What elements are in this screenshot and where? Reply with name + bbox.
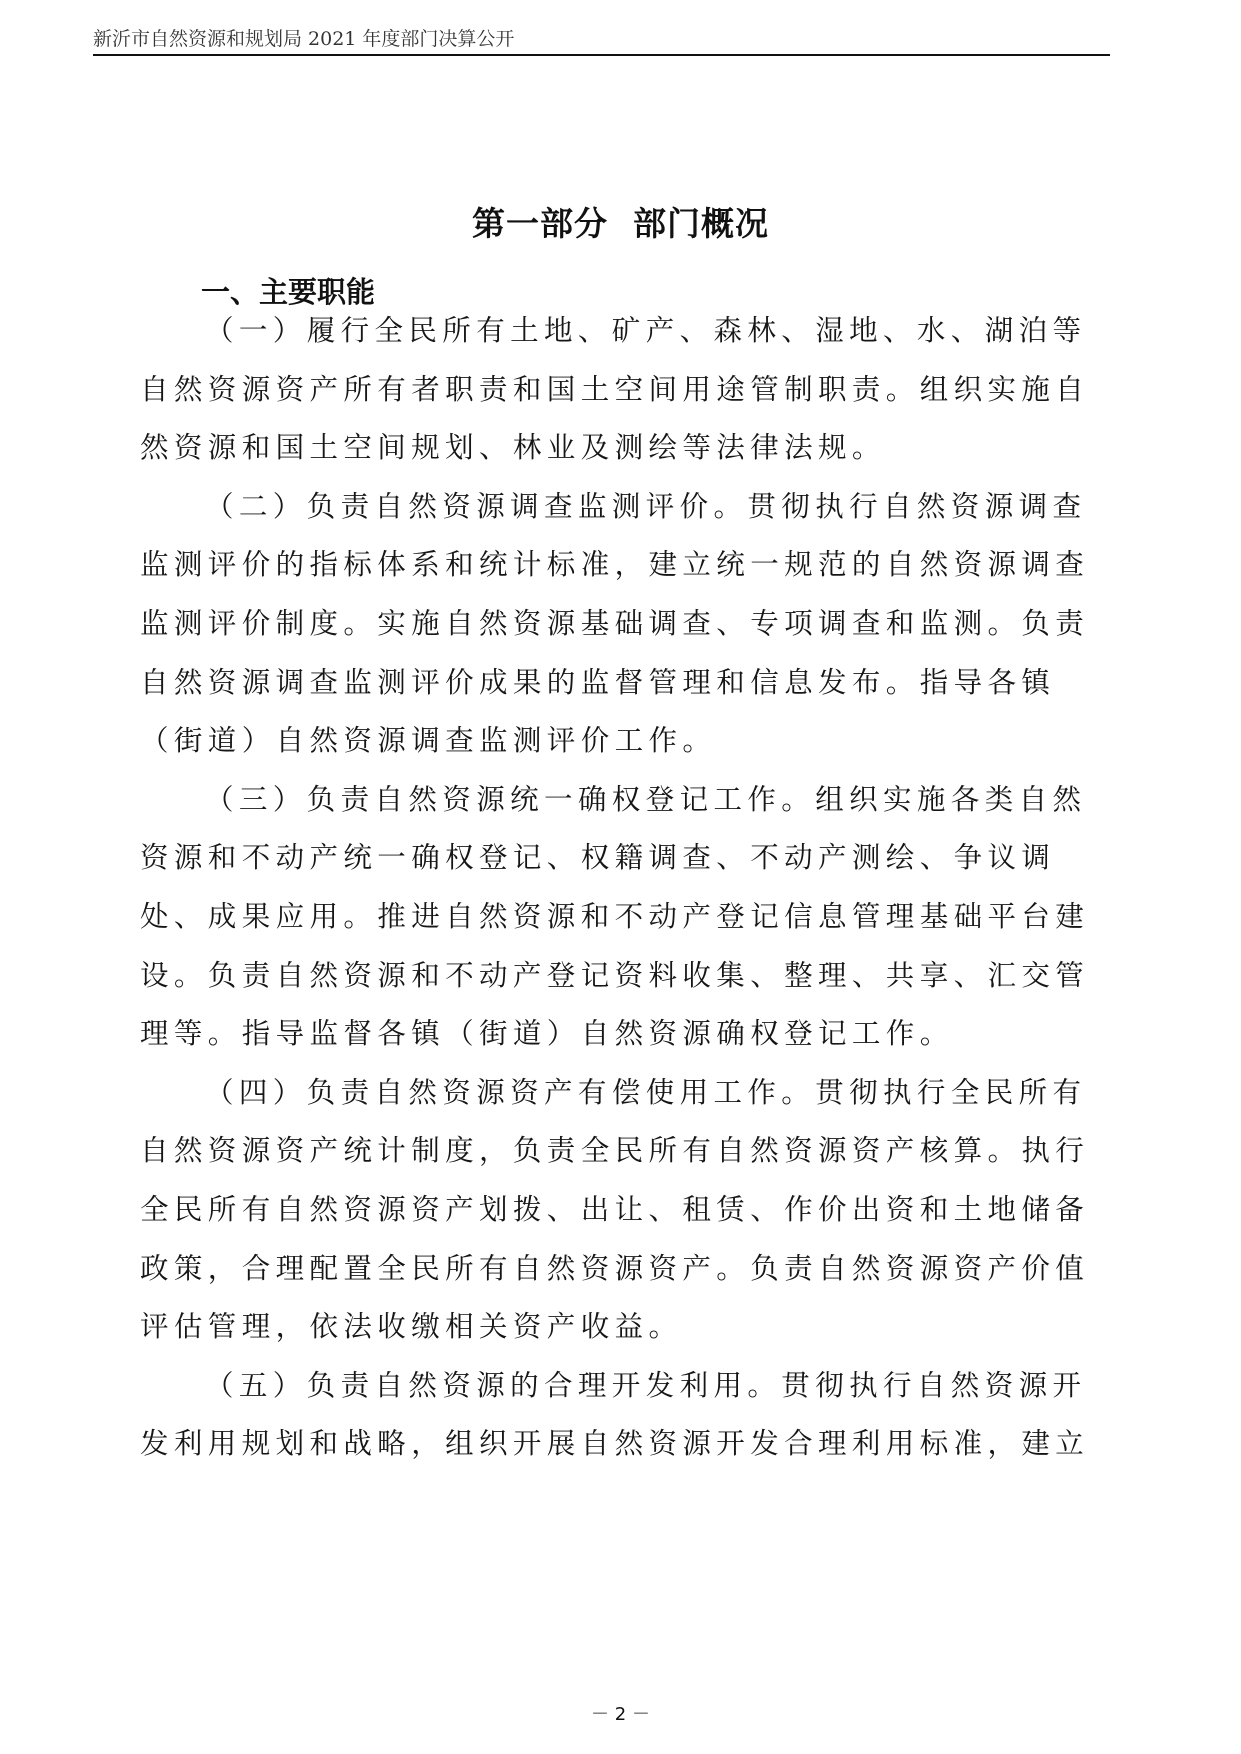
paragraph-4-line-2: 自然资源资产统计制度，负责全民所有自然资源资产核算。执行 [140,1134,1090,1167]
paragraph-5-line-1: （五）负责自然资源的合理开发利用。贯彻执行自然资源开 [205,1369,1087,1402]
running-header [93,22,1110,56]
paragraph-3-line-5: 理等。指导监督各镇（街道）自然资源确权登记工作。 [140,1017,954,1050]
paragraph-3-line-2: 资源和不动产统一确权登记、权籍调查、不动产测绘、争议调 [140,841,1056,874]
part-title: 第一部分 部门概况 [472,204,769,243]
paragraph-2-line-5: （街道）自然资源调查监测评价工作。 [140,724,717,757]
paragraph-3-line-3: 处、成果应用。推进自然资源和不动产登记信息管理基础平台建 [140,900,1090,933]
paragraph-4-line-4: 政策，合理配置全民所有自然资源资产。负责自然资源资产价值 [140,1252,1090,1285]
paragraph-1-line-1: （一）履行全民所有土地、矿产、森林、湿地、水、湖泊等 [205,314,1087,347]
paragraph-4-line-5: 评估管理，依法收缴相关资产收益。 [140,1310,683,1343]
paragraph-3-line-4: 设。负责自然资源和不动产登记资料收集、整理、共享、汇交管 [140,959,1090,992]
paragraph-2-line-4: 自然资源调查监测评价成果的监督管理和信息发布。指导各镇 [140,666,1056,699]
paragraph-5-line-2: 发利用规划和战略，组织开展自然资源开发合理利用标准，建立 [140,1427,1090,1460]
section-heading: 一、主要职能 [201,275,376,309]
running-header-title: 新沂市自然资源和规划局 2021 年度部门决算公开 [93,28,515,50]
paragraph-4-line-1: （四）负责自然资源资产有偿使用工作。贯彻执行全民所有 [205,1076,1087,1109]
paragraph-1-line-3: 然资源和国土空间规划、林业及测绘等法律法规。 [140,431,886,464]
paragraph-2-line-3: 监测评价制度。实施自然资源基础调查、专项调查和监测。负责 [140,607,1090,640]
page-number: － 2 － [591,1704,650,1725]
paragraph-2-line-1: （二）负责自然资源调查监测评价。贯彻执行自然资源调查 [205,490,1087,523]
paragraph-2-line-2: 监测评价的指标体系和统计标准，建立统一规范的自然资源调查 [140,548,1090,581]
paragraph-3-line-1: （三）负责自然资源统一确权登记工作。组织实施各类自然 [205,783,1087,816]
paragraph-4-line-3: 全民所有自然资源资产划拨、出让、租赁、作价出资和土地储备 [140,1193,1090,1226]
paragraph-1-line-2: 自然资源资产所有者职责和国土空间用途管制职责。组织实施自 [140,373,1090,406]
